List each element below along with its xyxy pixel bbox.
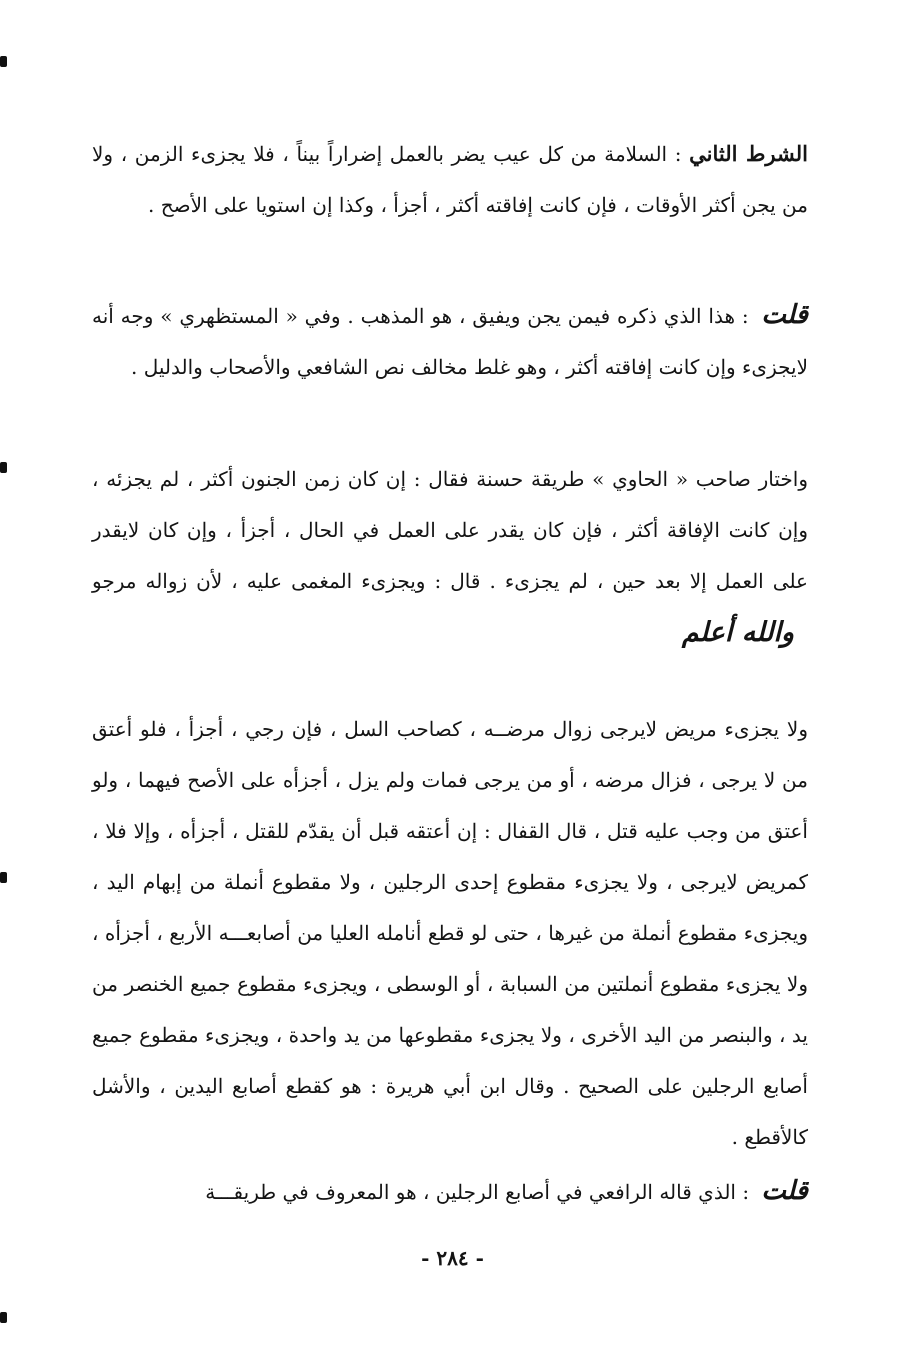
paragraph-qult-two — [92, 1166, 808, 1218]
paragraph-text: : الذي قاله الرافعي في أصابع الرجلين ، هو المعروف في طريقـــة — [205, 1180, 750, 1204]
paragraph-text: ولا يجزىء مريض لايرجى زوال مرضــه ، كصاحب السل ، فإن رجي ، أجزأ ، فلو أعتق من لا يرجى ، فزال مرضه ، أو من يرجى فمات ولم يزل ، أجزأه على الأصح فيهما ، ولو أعتق من وجب عليه قتل ، قال القفال : إن أعتقه قبل أن يقدّم للقتل ، أجزأه ، وإلا فلا ، كمريض لايرجى ، ولا يجزىء مقطوع إحدى الرجلين ، ولا مقطوع أنملة من إبهام اليد ، ويجزىء مقطوع أنملة من غيرها ، حتى لو قطع أنامله العليا من أصابعـــه الأربع ، أجزأه ، ولا يجزىء مقطوع أنملتين من السبابة ، أو الوسطى ، ويجزىء مقطوع جميع الخنصر من يد ، والبنصر من اليد الأخرى ، ولا يجزىء مقطوعها من يد واحدة ، ويجزىء مقطوع جميع أصابع الرجلين على الصحيح . وقال ابن أبي هريرة : هو كقطع أصابع اليدين ، والأشل كالأقطع . — [92, 717, 808, 1149]
qult-marker: قلت — [761, 300, 808, 330]
paragraph-sick-and-limbs — [92, 704, 808, 1163]
binding-hole-mark — [0, 1312, 7, 1323]
page-number: - ٢٨٤ - — [421, 1246, 484, 1270]
binding-hole-mark — [0, 462, 7, 473]
closing-formula: والله أعلم — [681, 617, 794, 648]
paragraph-condition-two — [92, 128, 808, 231]
paragraph-text: واختار صاحب « الحاوي » طريقة حسنة فقال : إن كان زمن الجنون أكثر ، لم يجزئه ، وإن كانت الإفاقة أكثر ، فإن كان يقدر على العمل في الحال ، أجزأ ، وإن كان لايقدر على العمل إلا بعد حين ، لم يجزىء . قال : ويجزىء المغمى عليه ، لأن زواله مرجو — [92, 467, 808, 593]
paragraph-text: : هذا الذي ذكره فيمن يجن ويفيق ، هو المذهب . وفي « المستظهري » وجه أنه لايجزىء وإن كانت إفاقته أكثر ، وهو غلط مخالف نص الشافعي والأصحاب والدليل . — [92, 304, 808, 379]
section-heading: الشرط الثاني — [689, 141, 808, 166]
binding-hole-mark — [0, 872, 7, 883]
paragraph-hawi — [92, 454, 808, 660]
binding-hole-mark — [0, 56, 7, 67]
qult-marker: قلت — [761, 1176, 808, 1206]
paragraph-qult-one — [92, 290, 808, 393]
paragraph-text: : السلامة من كل عيب يضر بالعمل إضراراً بيناً ، فلا يجزىء الزمن ، ولا من يجن أكثر الأوقات ، فإن كانت إفاقته أكثر ، أجزأ ، وكذا إن استويا على الأصح . — [92, 142, 808, 217]
